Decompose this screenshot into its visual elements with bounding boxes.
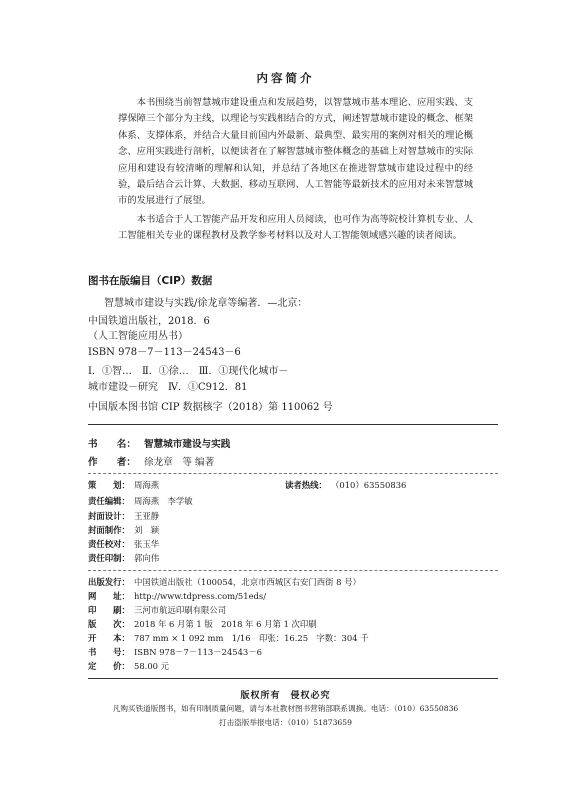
hotline-value: （010）63550836 (331, 480, 407, 490)
publication-row-value: ISBN 978－7－113－24543－6 (134, 647, 262, 657)
publication-row-label: 版 次： (88, 619, 130, 629)
copyright-notice: 版权所有 侵权必究 (240, 691, 331, 701)
planner-label: 策 划： (88, 480, 130, 490)
quality-contact-line: 凡购买铁道版图书，如有印制质量问题，请与本社教材图书营销部联系调换。电话：（010）63550836 (112, 704, 459, 713)
staff-row-label: 封面制作： (88, 525, 130, 535)
hotline-field (285, 479, 406, 491)
divider-staff (88, 570, 498, 571)
planner-value: 周海燕 (134, 480, 160, 490)
hotline-label: 读者热线： (285, 480, 327, 490)
piracy-report-line: 打击盗版举报电话：（010）51873659 (219, 718, 352, 727)
book-author-label: 作 者： (88, 457, 136, 468)
divider-publication (88, 678, 498, 679)
divider-book (88, 473, 498, 474)
cip-line-record-number: 中国版本图书馆 CIP 数据核字（2018）第 110062 号 (88, 402, 333, 413)
publication-row (88, 576, 361, 588)
staff-row-value: 郭向伟 (134, 553, 160, 563)
planner-field (88, 479, 159, 491)
divider-cip (88, 424, 498, 425)
publication-row-label: 定 价： (88, 661, 130, 671)
staff-row-value: 张玉华 (134, 539, 160, 549)
publication-row-value: 787 mm × 1 092 mm 1/16 印张：16.25 字数：304 千 (134, 633, 369, 643)
staff-row (88, 538, 159, 550)
intro-title: 内容简介 (256, 71, 315, 85)
publication-row (88, 632, 369, 644)
intro-paragraph-2: 本书适合于人工智能产品开发和应用人员阅读，也可作为高等院校计算机专业、人工智能相关专业的课程教材及教学参考材料以及对人工智能领域感兴趣的读者阅读。 (118, 214, 473, 242)
publication-row-value: http://www.tdpress.com/51eds/ (134, 591, 267, 601)
staff-row-label: 责任编辑： (88, 496, 130, 506)
book-title-field (88, 436, 230, 450)
publication-row-value: 中国铁道出版社（100054，北京市西城区右安门西街 8 号） (134, 577, 361, 587)
cip-line-series: （人工智能应用丛书） (88, 331, 188, 342)
publication-row-label: 书 号： (88, 647, 130, 657)
publication-row (88, 604, 226, 616)
cip-line-classification-1: Ⅰ．①智… Ⅱ．①徐… Ⅲ．①现代化城市－ (88, 366, 289, 377)
intro-paragraph-1: 本书围绕当前智慧城市建设重点和发展趋势，以智慧城市基本理论、应用实践、支撑保障三个部分为主线，以理论与实践相结合的方式，阐述智慧城市建设的概念、框架体系、支撑体系，并结合大量目前国内外最新、最典型、最实用的案例对相关的理论概念、应用实践进行剖析，以便读者在了解智慧城市整体概念的基础上对智慧城市的实际应用和建设有较清晰的理解和认知，并总结了各地区在推进智慧城市建设过程中的经验，最后结合云计算、大数据、移动互联网、人工智能等最新技术的应用对未来智慧城市的发展进行了展望。 (118, 97, 473, 207)
staff-row (88, 552, 159, 564)
publication-row-value: 58.00 元 (134, 661, 170, 671)
book-author-field (88, 454, 214, 468)
cip-line-title: 智慧城市建设与实践/徐龙章等编著．—北京： (104, 298, 308, 309)
staff-row (88, 510, 159, 522)
publication-row-label: 印 刷： (88, 605, 130, 615)
publication-row (88, 660, 169, 672)
staff-row-value: 王亚静 (134, 511, 160, 521)
staff-row-value: 刘 颖 (134, 525, 160, 535)
staff-row-label: 封面设计： (88, 511, 130, 521)
staff-row (88, 524, 159, 536)
publication-row-label: 开 本： (88, 633, 130, 643)
publication-row-label: 网 址： (88, 591, 130, 601)
book-author-value: 徐龙章 等 编著 (144, 457, 215, 468)
publication-row-label: 出版发行： (88, 577, 130, 587)
publication-row (88, 590, 266, 602)
publication-row-value: 2018 年 6 月第 1 版 2018 年 6 月第 1 次印刷 (134, 619, 317, 629)
staff-row (88, 495, 193, 507)
publication-row (88, 618, 317, 630)
publication-row (88, 646, 262, 658)
staff-row-value: 周海燕 李学敏 (134, 496, 193, 506)
cip-line-publisher: 中国铁道出版社，2018．6 (88, 316, 210, 327)
staff-row-label: 责任校对： (88, 539, 130, 549)
book-title-value: 智慧城市建设与实践 (144, 439, 231, 450)
cip-line-classification-2: 城市建设－研究 Ⅳ．①C912．81 (88, 382, 248, 393)
publication-row-value: 三河市航远印刷有限公司 (134, 605, 227, 615)
book-title-label: 书 名： (88, 439, 136, 450)
cip-line-isbn: ISBN 978－7－113－24543－6 (88, 347, 241, 358)
staff-row-label: 责任印制： (88, 553, 130, 563)
cip-heading: 图书在版编目（CIP）数据 (88, 275, 213, 287)
